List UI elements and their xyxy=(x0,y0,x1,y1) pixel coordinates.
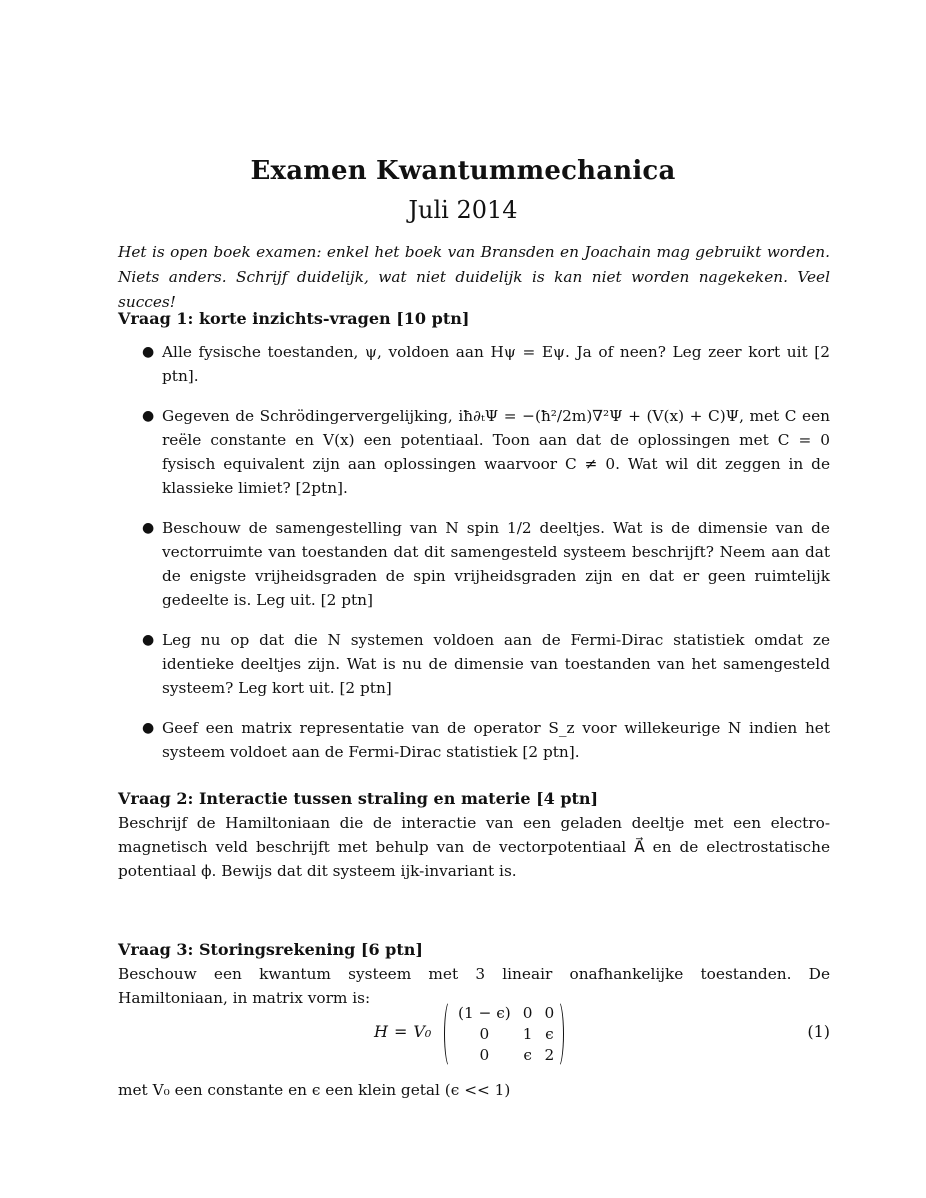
matrix-cell: 0 xyxy=(544,1003,555,1022)
matrix-grid xyxy=(452,1002,560,1065)
page-title: Examen Kwantummechanica xyxy=(250,156,676,186)
bullet-icon: ● xyxy=(142,520,155,536)
page-subtitle: Juli 2014 xyxy=(408,196,518,224)
matrix-cell: ϵ xyxy=(523,1045,532,1064)
question-1-item-4: Leg nu op dat die N systemen voldoen aan de Fermi-Dirac statistiek omdat ze identieke deeltjes zijn. Wat is nu de dimensie van toestanden van het samengesteld systeem? Leg kort uit. [2 ptn] xyxy=(162,631,830,697)
matrix-row xyxy=(452,1002,560,1023)
hamiltonian-equation xyxy=(118,998,830,1072)
matrix-cell: 0 xyxy=(479,1024,490,1043)
question-3-heading: Vraag 3: Storingsrekening [6 ptn] xyxy=(118,940,423,959)
bullet-icon: ● xyxy=(142,720,155,736)
question-2-text: Beschrijf de Hamiltoniaan die de interactie van een geladen deeltje met een electro-magnetisch veld beschrijft met behulp van de vectorpotentiaal A⃗ en de electrostatische potentiaal ϕ. Bewijs dat dit systeem ijk-invariant is. xyxy=(118,814,830,880)
equals-sign: = xyxy=(393,1022,408,1041)
bullet-icon: ● xyxy=(142,632,155,648)
hamiltonian-matrix xyxy=(444,1000,564,1070)
matrix-row xyxy=(452,1023,560,1044)
question-1-item-2: Gegeven de Schrödingervergelijking, iħ∂ₜΨ = −(ħ²/2m)∇²Ψ + (V(x) + C)Ψ, met C een reële constante en V(x) een potentiaal. Toon aan dat de oplossingen met C = 0 fysisch equivalent zijn aan oplossingen waarvoor C ≠ 0. Wat wil dit zeggen in de klassieke limiet? [2ptn]. xyxy=(162,407,830,497)
question-3-text: Beschouw een kwantum systeem met 3 lineair onafhankelijke toestanden. De Hamiltoniaan, in matrix vorm is: xyxy=(118,965,830,1007)
question-2-heading: Vraag 2: Interactie tussen straling en materie [4 ptn] xyxy=(118,789,599,808)
matrix-cell: ϵ xyxy=(545,1024,554,1043)
matrix-row xyxy=(452,1044,560,1065)
question-1-item-3: Beschouw de samengestelling van N spin 1/2 deeltjes. Wat is de dimensie van de vectorruimte van toestanden dat dit samengesteld systeem beschrijft? Neem aan dat de enigste vrijheidsgraden de spin vrijheidsgraden zijn en dat er geen ruimtelijk gedeelte is. Leg uit. [2 ptn] xyxy=(162,519,830,609)
equation-prefactor: V₀ xyxy=(413,1022,432,1041)
matrix-cell: 2 xyxy=(544,1045,555,1064)
list-item xyxy=(118,716,830,764)
list-item xyxy=(118,340,830,388)
matrix-cell: (1 − ϵ) xyxy=(458,1003,511,1022)
question-1-item-1: Alle fysische toestanden, ψ, voldoen aan Hψ = Eψ. Ja of neen? Leg zeer kort uit [2 ptn]. xyxy=(162,343,830,385)
matrix-cell: 0 xyxy=(522,1003,533,1022)
list-item xyxy=(118,516,830,612)
question-1-list xyxy=(118,340,830,780)
equation-symbol-h: H xyxy=(374,1022,388,1041)
list-item xyxy=(118,628,830,700)
question-1-item-5: Geef een matrix representatie van de operator S_z voor willekeurige N indien het systeem voldoet aan de Fermi-Dirac statistiek [2 ptn]. xyxy=(162,719,830,761)
bullet-icon: ● xyxy=(142,344,155,360)
intro-text: Het is open boek examen: enkel het boek van Bransden en Joachain mag gebruikt worden. Niets anders. Schrijf duidelijk, wat niet duidelijk is kan niet worden nagekeken. Veel succes! xyxy=(118,243,830,311)
equation-number: (1) xyxy=(807,1022,830,1041)
bullet-icon: ● xyxy=(142,408,155,424)
question-3-after-text: met V₀ een constante en ϵ een klein getal (ϵ << 1) xyxy=(118,1081,511,1099)
question-1-heading: Vraag 1: korte inzichts-vragen [10 ptn] xyxy=(118,309,470,328)
list-item xyxy=(118,404,830,500)
matrix-cell: 0 xyxy=(479,1045,490,1064)
matrix-cell: 1 xyxy=(522,1024,533,1043)
equation-lhs xyxy=(374,1022,431,1041)
